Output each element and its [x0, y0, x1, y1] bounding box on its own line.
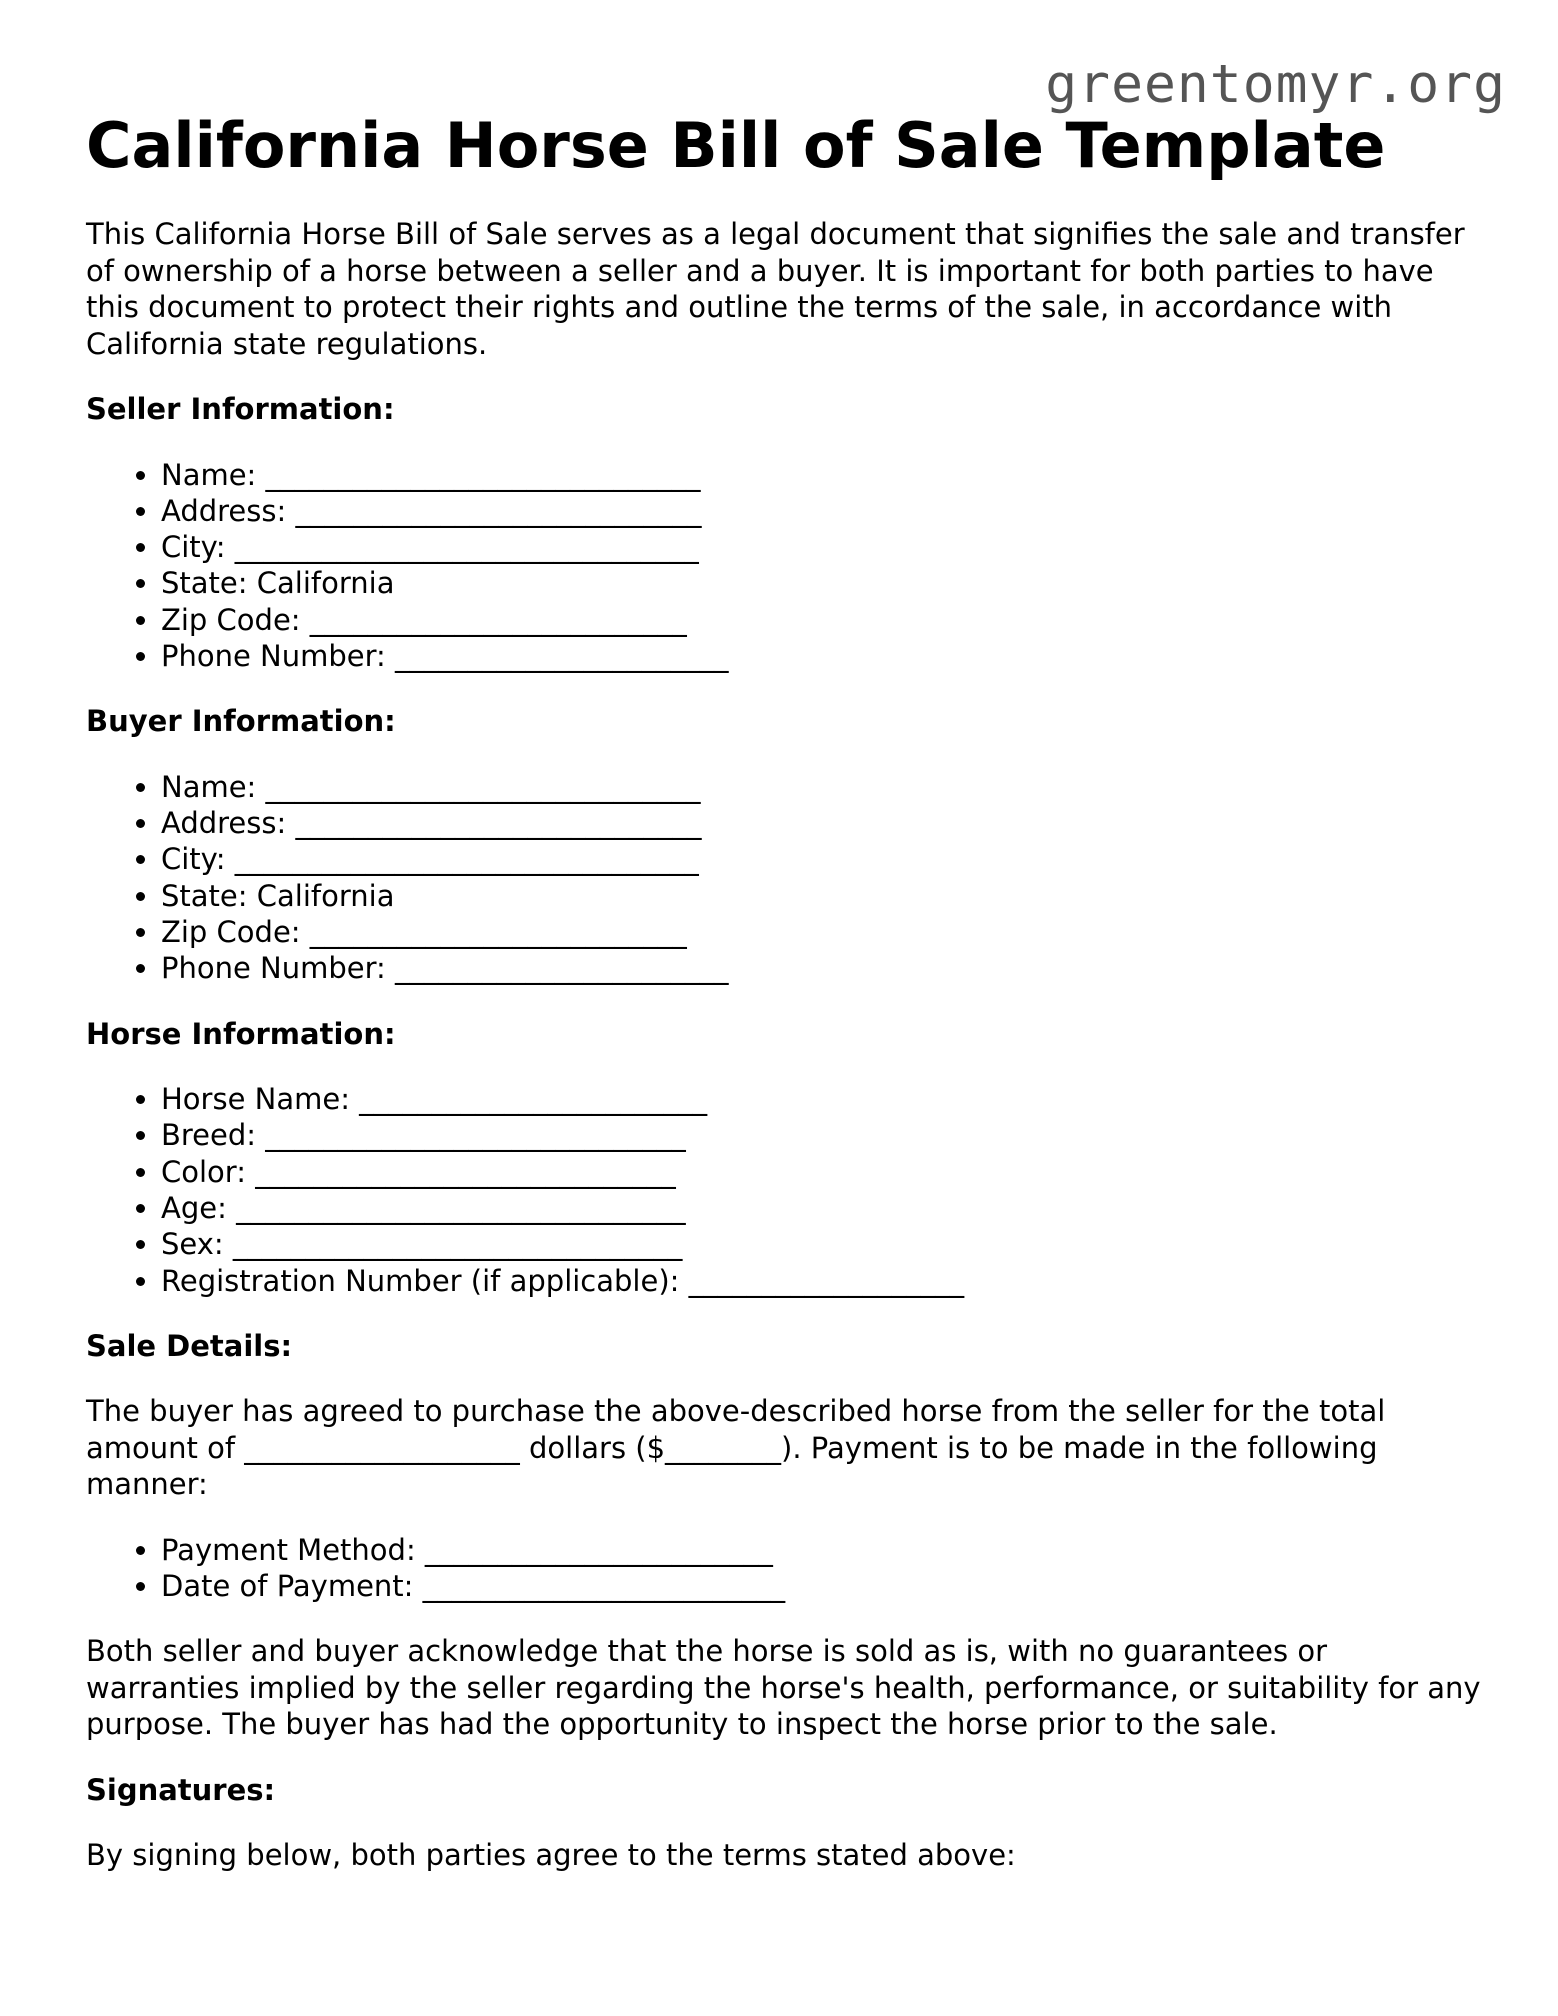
sale-heading: Sale Details: [86, 1328, 293, 1363]
buyer-heading: Buyer Information: [86, 704, 396, 739]
buyer-name-field: • Name: ______________________________ [161, 769, 1486, 805]
seller-city-field: • City: ________________________________ [161, 529, 1486, 565]
payment-date-field: • Date of Payment: _________________________ [161, 1568, 1486, 1604]
buyer-address-field: • Address: ____________________________ [161, 805, 1486, 841]
horse-heading: Horse Information: [86, 1016, 396, 1051]
seller-phone-field: • Phone Number: _______________________ [161, 638, 1486, 674]
signatures-paragraph: By signing below, both parties agree to the terms stated above: [86, 1838, 1016, 1873]
horse-color-field: • Color: _____________________________ [161, 1154, 1486, 1190]
payment-list [86, 1532, 1486, 1605]
document-page [86, 108, 1486, 1874]
horse-name-field: • Horse Name: ________________________ [161, 1081, 1486, 1117]
horse-breed-field: • Breed: _____________________________ [161, 1117, 1486, 1153]
buyer-zip-field: • Zip Code: __________________________ [161, 914, 1486, 950]
disclaimer-paragraph: Both seller and buyer acknowledge that the horse is sold as is, with no guarantees or warranties implied by the seller regarding the horse's health, performance, or suitability for any purpose. The buyer has had the opportunity to inspect the horse prior to the sale. [86, 1634, 1481, 1742]
payment-method-field: • Payment Method: ________________________ [161, 1532, 1486, 1568]
horse-info-list [86, 1081, 1486, 1299]
seller-address-field: • Address: ____________________________ [161, 493, 1486, 529]
horse-sex-field: • Sex: _______________________________ [161, 1226, 1486, 1262]
buyer-city-field: • City: ________________________________ [161, 841, 1486, 877]
horse-registration-field: • Registration Number (if applicable): ___________________ [161, 1263, 1486, 1299]
watermark: greentomyr.org [1045, 54, 1506, 115]
seller-info-list [86, 457, 1486, 675]
intro-paragraph: This California Horse Bill of Sale serves as a legal document that signifies the sale and transfer of ownership of a horse between a seller and a buyer. It is important for both parties to have this document to protect their rights and outline the terms of the sale, in accordance with California state regulations. [86, 217, 1465, 361]
sale-paragraph: The buyer has agreed to purchase the above-described horse from the seller for the total amount of ___________________ dollars ($________). Payment is to be made in the following manner: [86, 1394, 1386, 1502]
page-title: California Horse Bill of Sale Template [86, 109, 1386, 182]
buyer-state-field: • State: California [161, 878, 1486, 914]
seller-name-field: • Name: ______________________________ [161, 457, 1486, 493]
buyer-phone-field: • Phone Number: _______________________ [161, 950, 1486, 986]
seller-zip-field: • Zip Code: __________________________ [161, 602, 1486, 638]
signatures-heading: Signatures: [86, 1772, 276, 1807]
buyer-info-list [86, 769, 1486, 987]
seller-heading: Seller Information: [86, 392, 395, 426]
horse-age-field: • Age: _______________________________ [161, 1190, 1486, 1226]
seller-state-field: • State: California [161, 565, 1486, 601]
